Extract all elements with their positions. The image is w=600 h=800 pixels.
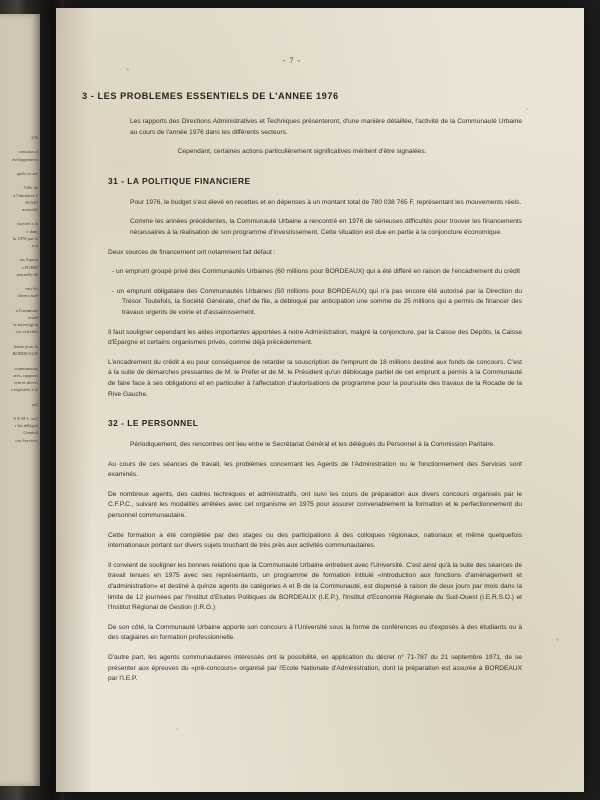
- facing-page-fragment: rres, rapports,: [12, 372, 38, 378]
- facing-page-fragment: à l'initiative à: [13, 192, 38, 198]
- s32-paragraph-3: De nombreux agents, des cadres techniques et administratifs, ont suivi les cours de préparation aux divers concours organisés par le C.F.P.C., suivant les modalités arrêtées avec cet organisme en 1975 pour assurer convenablement la formation et le perfectionnement du personnel communautaire.: [108, 490, 522, 520]
- facing-page-fragment: communauta: [14, 365, 38, 371]
- facing-page-fragment: nouvelle: [22, 207, 38, 213]
- facing-page-fragment: BORDEAUX: [12, 351, 38, 357]
- facing-page-fragment: [2, 163, 38, 170]
- s31-bullet-1: - un emprunt groupé privé des Communautés Urbaines (60 millions pour BORDEAUX) qui a été différé en raison de l'encadrement du crédit: [112, 268, 520, 276]
- facing-page-fragment: la 1976 par la: [12, 235, 38, 241]
- paper-speck: [176, 728, 178, 730]
- facing-page-fragment: divers suet:: [16, 293, 38, 299]
- facing-page-fragment: ion: [32, 243, 38, 249]
- facing-page-fragment: a Communa: [15, 307, 38, 313]
- facing-page-fragment: [2, 393, 38, 400]
- facing-page-fragment: ces activités: [15, 329, 38, 335]
- s31-paragraph-1: Pour 1976, le budget s'est élevé en recettes et en dépenses à un montant total de 780 038 765 F, représentant les mouvements réels.: [130, 198, 522, 206]
- s31-bullet-2: - un emprunt obligataire des Communautés Urbaines (50 millions pour BORDEAUX) qui n'a pas encore été autorisé par la Direction du Trésor. Toutefois, la Société Générale, chef de file, a débloqué par anticipation une somme de 25 millions qui a permis de financer des travaux urgents de voirie et d'assainissement.: [112, 287, 522, 316]
- facing-page-fragment: Général,: [22, 430, 38, 436]
- facing-page-fragment: Ville de: [23, 185, 38, 191]
- facing-page-fragment: [2, 249, 38, 256]
- s32-paragraph-7: D'autre part, les agents communautaires intéressés ont la possibilité, en application du décret n° 71-787 du 21 septembre 1971, de se présenter aux épreuves du «pré-concours» organisé par l'Ecole Nationale d'Administration, dont la préparation est assurée à BORDEAUX par l'I.E.P.: [108, 654, 522, 683]
- facing-page-fragment: [2, 213, 38, 220]
- facing-page-fragment: UN,: [30, 135, 38, 140]
- section-heading: 3 - LES PROBLEMES ESSENTIELS DE L'ANNEE 1976: [82, 91, 339, 101]
- facing-page-fragment: [2, 177, 38, 184]
- facing-page: [0, 14, 40, 786]
- facing-page-fragment: rmi les: [25, 286, 38, 292]
- s32-paragraph-2: Au cours de ces séances de travail, les problèmes concernant les Agents de l'Administration ou le fonctionnement des Services sont examinés.: [108, 460, 522, 479]
- facing-page-fragment: s exploités à la: [10, 387, 38, 393]
- facing-page-fragment: [2, 408, 38, 415]
- s31-paragraph-4: Il faut souligner cependant les aides importantes apportées à notre Administration, malgré la conjoncture, par la Caisse des Dépôts, la Caisse d'Epargne et certains organismes privés, comme déjà précédemment.: [108, 328, 522, 347]
- facing-page-fragment: haine pour la: [14, 343, 38, 349]
- facing-page-text: [2, 14, 38, 786]
- facing-page-fragment: e dans: [26, 228, 38, 234]
- page-content: [82, 56, 522, 694]
- facing-page-fragment: ces Services: [15, 437, 38, 443]
- document-page: [56, 8, 584, 792]
- facing-page-fragment: quels se are: [16, 171, 38, 177]
- facing-page-fragment: [2, 141, 38, 148]
- facing-page-fragment: [2, 357, 38, 364]
- facing-page-fragment: S E M I., soit: [13, 415, 38, 421]
- s32-paragraph-1: Périodiquement, des rencontres ont lieu entre le Secrétariat Général et les délégués du Personnel à la Commission Paritaire.: [130, 441, 496, 449]
- facing-page-fragment: rent et divers: [14, 379, 38, 385]
- facing-page-fragment: en Aquita: [20, 257, 38, 263]
- facing-page-fragment: tionnelle de: [16, 271, 38, 277]
- facing-page-fragment: ersité: [28, 315, 38, 321]
- facing-page-fragment: [2, 278, 38, 285]
- facing-page-fragment: [2, 336, 38, 343]
- s32-paragraph-5: Il convient de souligner les bonnes relations que la Communauté Urbaine entretient avec l'Université. C'est ainsi qu'à la suite des séances de travail tenues en 1975 avec ses représentants, un programme de formation intitulé «Introduction aux fonctions d'aménagement et d'administration» et destiné à quinze agents de catégories A et B de la Communauté, est dispensé à raison de deux jours par mois dans la limite de 12 journées par l'Institut d'Etudes Politiques de BORDEAUX (I.E.P.), l'Institut d'Economie Régionale du Sud-Ouest (I.E.R.S.O.) et l'Institut Régional de Gestion (I.R.G.): [108, 561, 522, 612]
- s32-paragraph-6: De son côté, la Communauté Urbaine apporte son concours à l'Université sous la forme de conférences ou d'exposés à des étudiants ou à des stagiaires en formation professionnelle.: [108, 623, 522, 642]
- facing-page-fragment: ATARI: [24, 199, 38, 205]
- facing-page-fragment: concours à: [18, 149, 38, 155]
- subsection-heading-31: 31 - LA POLITIQUE FINANCIERE: [108, 175, 251, 186]
- s31-paragraph-2: Comme les années précédentes, la Communauté Urbaine a rencontré en 1976 de sérieuses difficultés pour trouver les financements nécessaires à la réalisation de son programme d'investissement. Cette situation est due en partie à la conjoncture économique.: [130, 218, 522, 236]
- page-folio: - 7 -: [282, 56, 302, 65]
- facing-page-fragment: ssociée a la: [17, 221, 38, 227]
- facing-page-fragment: util: [31, 401, 38, 407]
- paper-speck: [526, 108, 528, 110]
- subsection-heading-32: 32 - LE PERSONNEL: [108, 418, 199, 429]
- facing-page-fragment: s FOIRE: [21, 264, 38, 270]
- facing-page-fragment: [2, 300, 38, 307]
- facing-page-fragment: éveloppement: [12, 156, 38, 162]
- paper-speck: [556, 638, 559, 641]
- s31-paragraph-5: L'encadrement du crédit a eu pour conséquence de retarder la souscription de l'emprunt de 18 millions destiné aux fonds de concours. C'est à la suite de démarches pressantes de M. le Préfet et de M. le Président qu'un déblocage partiel de cet emprunt a permis à la Communauté de faire face à ses obligations et en particulier à l'affectation d'autorisations de programme pour la poursuite des travaux de la Rocade de la Rive Gauche.: [108, 358, 522, 398]
- facing-page-fragment: r les délégué: [14, 423, 38, 429]
- s32-paragraph-4: Cette formation a été complétée par des stages ou des participations à des colloques régionaux, nationaux et même quelquefois internationaux portant sur divers sujets touchant de très près aux activités communautaires.: [108, 531, 522, 550]
- s31-paragraph-3: Deux sources de financement ont notamment fait défaut :: [108, 248, 276, 256]
- intro-paragraph-1: Les rapports des Directions Administratives et Techniques présenteront, d'une manière détaillée, l'activité de la Communauté Urbaine au cours de l'année 1976 dans les différents secteurs.: [130, 118, 522, 136]
- facing-page-fragment: et interrégion: [13, 322, 38, 328]
- intro-paragraph-2: Cependant, certaines actions particulièrement significatives méritent d'être signalées.: [177, 148, 427, 156]
